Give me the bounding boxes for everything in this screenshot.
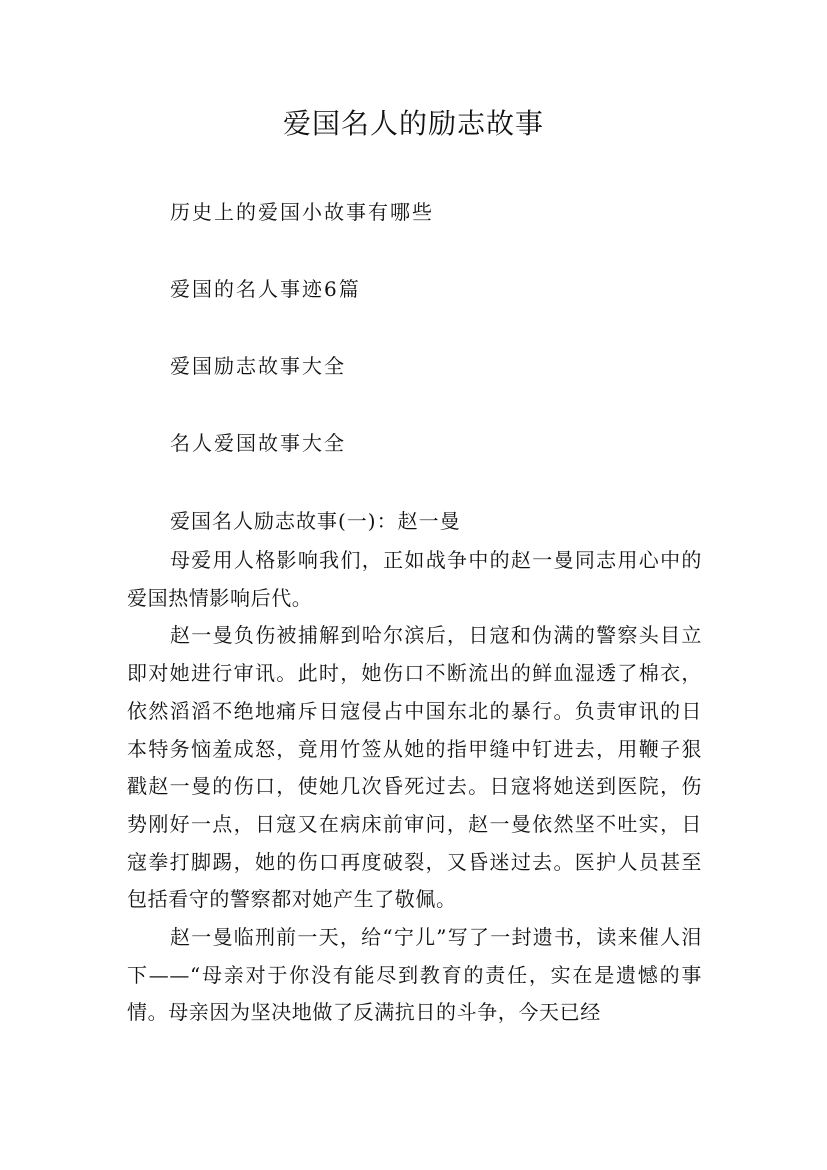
related-link-2[interactable]: 爱国的名人事迹6篇 [170, 277, 361, 301]
related-link-3[interactable]: 爱国励志故事大全 [170, 354, 346, 378]
paragraph: 母爱用人格影响我们，正如战争中的赵一曼同志用心中的爱国热情影响后代。 [127, 548, 702, 610]
related-link-4[interactable]: 名人爱国故事大全 [170, 431, 346, 455]
section-heading: 爱国名人励志故事(一)：赵一曼 [170, 509, 461, 533]
paragraph: 赵一曼临刑前一天，给“宁儿”写了一封遗书，读来催人泪下——“母亲对于你没有能尽到教育的责任，实在是遗憾的事情。母亲因为坚决地做了反满抗日的斗争，今天已经 [127, 925, 702, 1025]
document-title: 爱国名人的励志故事 [282, 107, 544, 140]
body-text [127, 542, 702, 1032]
related-link-1[interactable]: 历史上的爱国小故事有哪些 [170, 200, 434, 224]
paragraph: 赵一曼负伤被捕解到哈尔滨后，日寇和伪满的警察头目立即对她进行审讯。此时，她伤口不断流出的鲜血湿透了棉衣，依然滔滔不绝地痛斥日寇侵占中国东北的暴行。负责审讯的日本特务恼羞成怒，竟用竹签从她的指甲缝中钉进去，用鞭子狠戳赵一曼的伤口，使她几次昏死过去。日寇将她送到医院，伤势刚好一点，日寇又在病床前审问，赵一曼依然坚不吐实，日寇拳打脚踢，她的伤口再度破裂，又昏迷过去。医护人员甚至包括看守的警察都对她产生了敬佩。 [127, 623, 702, 912]
